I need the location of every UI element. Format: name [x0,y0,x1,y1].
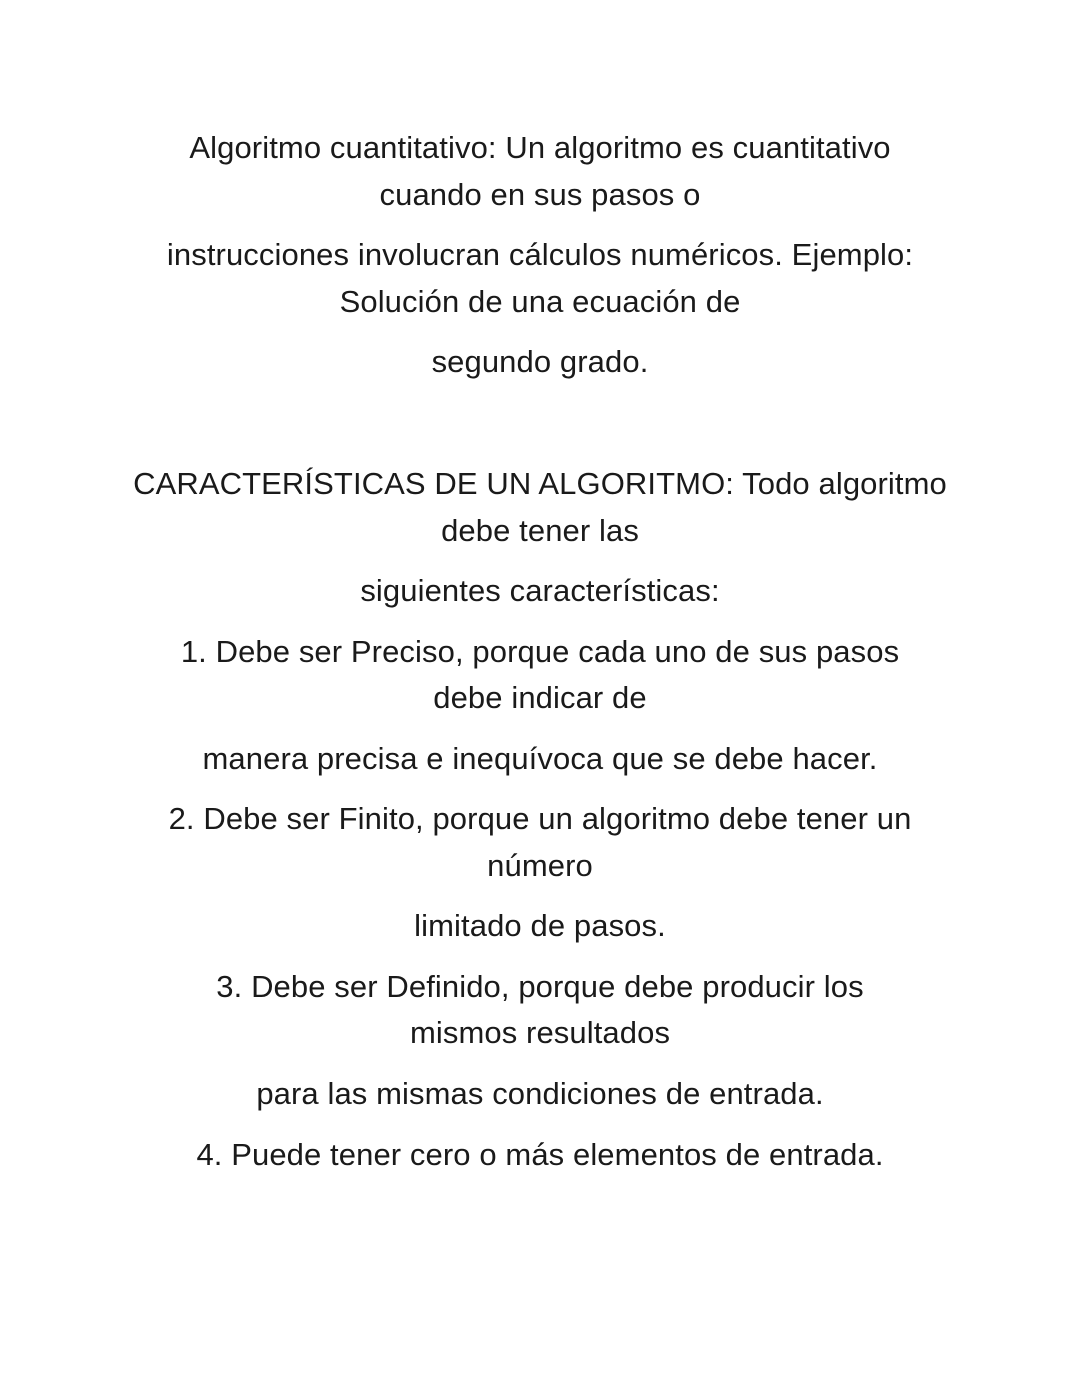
list-item-4: 4. Puede tener cero o más elementos de entrada. [196,1137,884,1172]
list-item-2-line-3: limitado de pasos. [414,908,666,943]
paragraph-quantitative-line-2: cuando en sus pasos o [379,177,701,212]
list-item-1-line-3: manera precisa e inequívoca que se debe hacer. [202,741,878,776]
list-item-3-line-2: mismos resultados [409,1015,671,1050]
paragraph-second-degree: segundo grado. [431,344,649,379]
list-item-3-line-3: para las mismas condiciones de entrada. [256,1076,824,1111]
heading-characteristics-line-1: CARACTERÍSTICAS DE UN ALGORITMO: Todo algoritmo [133,466,947,501]
paragraph-instructions-line-1: instrucciones involucran cálculos numéricos. Ejemplo: [166,237,914,272]
paragraph-following-characteristics: siguientes características: [360,573,720,608]
heading-characteristics-line-2: debe tener las [441,513,639,548]
list-item-2-line-1: 2. Debe ser Finito, porque un algoritmo debe tener un [168,801,912,836]
list-item-2-line-2: número [487,848,593,883]
paragraph-instructions-line-2: Solución de una ecuación de [339,284,741,319]
paragraph-quantitative-line-1: Algoritmo cuantitativo: Un algoritmo es cuantitativo [189,130,891,165]
list-item-1-line-1: 1. Debe ser Preciso, porque cada uno de sus pasos [180,634,900,669]
list-item-1-line-2: debe indicar de [433,680,647,715]
list-item-3-line-1: 3. Debe ser Definido, porque debe producir los [216,969,864,1004]
